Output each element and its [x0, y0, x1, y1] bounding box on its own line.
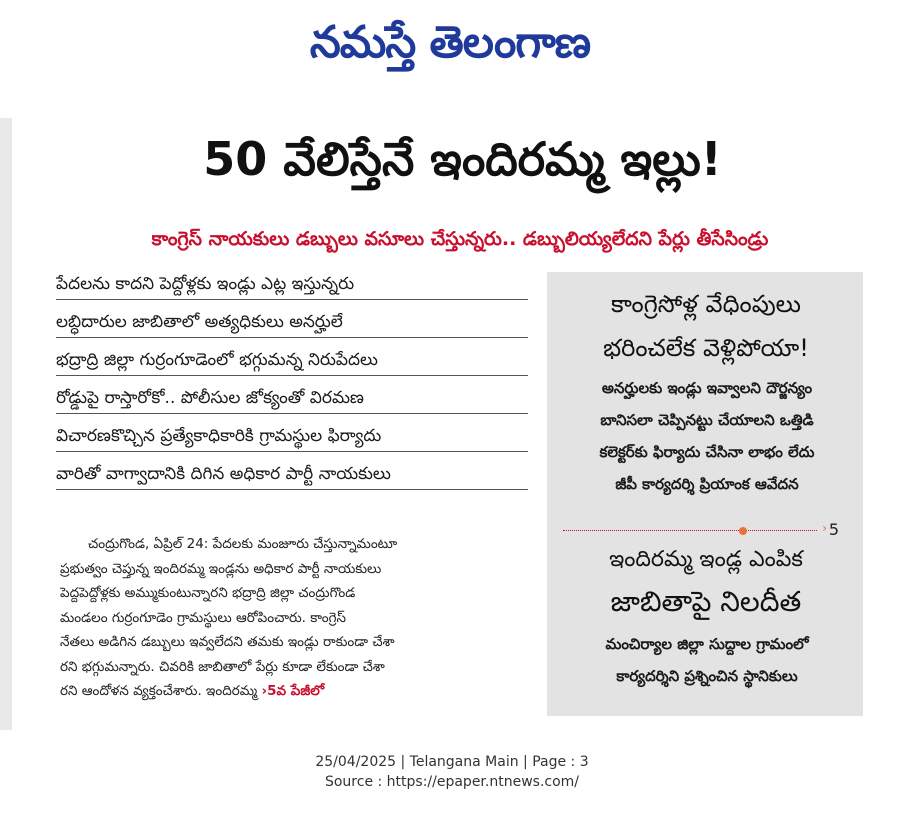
- box2-title-line1: ఇందిరమ్మ ఇండ్ల ఎంపిక: [609, 547, 803, 572]
- box1-lines: [559, 372, 855, 500]
- body-line: మండలం గుర్రంగూడెం గ్రామస్థులు ఆరోపించారు. కాంగ్రెస్: [60, 609, 346, 626]
- footer-source[interactable]: Source : https://epaper.ntnews.com/: [324, 774, 580, 790]
- chevron-right-icon: ›: [822, 521, 827, 535]
- continued-on-link[interactable]: 5వ పేజీలో: [267, 683, 325, 699]
- dotted-divider: [563, 530, 817, 531]
- body-line-last: [60, 679, 530, 704]
- highlights-list: [56, 270, 528, 498]
- box1-title: [561, 282, 851, 370]
- highlight-item: పేదలను కాదని పెద్దోళ్లకు ఇండ్లు ఎట్ల ఇస్తున్నరు: [56, 270, 528, 300]
- highlight-item: లబ్ధిదారుల జాబితాలో అత్యధికులు అనర్హులే: [56, 308, 528, 338]
- sidebar-news-box: [547, 272, 863, 716]
- continued-arrow-icon: ›: [261, 683, 268, 699]
- highlight-item: వారితో వాగ్వాదానికి దిగిన అధికార పార్టీ నాయకులు: [56, 460, 528, 490]
- body-line: నేతలు అడిగిన డబ్బులు ఇవ్వలేదని తమకు ఇండ్లు రాకుండా చేశా: [60, 634, 395, 650]
- box1-line: జీపీ కార్యదర్శి ప్రియాంక ఆవేదన: [615, 475, 799, 493]
- box1-line: బానిసలా చెప్పినట్టు చేయాలని ఒత్తిడి: [600, 411, 814, 429]
- box2-line: కార్యదర్శిని ప్రశ్నించిన స్థానికులు: [616, 667, 798, 685]
- footer-date-page: 25/04/2025 | Telangana Main | Page : 3: [315, 754, 589, 770]
- box2-lines: [559, 628, 855, 692]
- body-line: ప్రభుత్వం చెప్తున్న ఇందిరమ్మ ఇండ్లను అధికార పార్టీ నాయకులు: [60, 560, 382, 577]
- box-divider: [563, 520, 839, 539]
- box1-line: అనర్హులకు ఇండ్లు ఇవ్వాలని దౌర్జన్యం: [601, 379, 813, 397]
- box2-line: మంచిర్యాల జిల్లా సుద్దాల గ్రామంలో: [605, 635, 809, 653]
- box1-title-line: భరించలేక వెళ్లిపోయా!: [603, 334, 809, 362]
- box2-title: [561, 540, 851, 624]
- divider-dot-icon: [739, 527, 747, 535]
- body-line: పెద్దపెద్దోళ్లకు అమ్ముకుంటున్నారని భద్రాద్రి జిల్లా చంద్రుగొండ: [60, 585, 356, 601]
- highlight-item: భద్రాద్రి జిల్లా గుర్రంగూడెంలో భగ్గుమన్న నిరుపేదలు: [56, 346, 528, 376]
- box2-title-line2: జాబితాపై నిలదీత: [610, 585, 802, 618]
- article-body: [60, 532, 530, 704]
- body-line: రని ఆందోళన వ్యక్తంచేశారు. ఇందిరమ్మ: [60, 683, 258, 699]
- main-headline: 50 వేలిస్తేనే ఇందిరమ్మ ఇల్లు!: [203, 132, 722, 186]
- footer: [0, 752, 904, 792]
- highlight-item: విచారణకొచ్చిన ప్రత్యేకాధికారికి గ్రామస్థుల ఫిర్యాదు: [56, 422, 528, 452]
- box1-title-line: కాంగ్రెసోళ్ల వేధింపులు: [611, 290, 801, 318]
- newspaper-masthead: నమస్తే తెలంగాణ: [309, 17, 591, 68]
- body-line: చంద్రుగొండ, ఏప్రిల్ 24: పేదలకు మంజూరు చేస్తున్నామంటూ: [88, 536, 398, 552]
- left-column-rule: [0, 118, 12, 730]
- subheadline: కాంగ్రెస్ నాయకులు డబ్బులు వసూలు చేస్తున్నరు.. డబ్బులియ్యలేదని పేర్లు తీసేసిండ్రు: [151, 228, 769, 250]
- highlight-item: రోడ్డుపై రాస్తారోకో.. పోలీసుల జోక్యంతో విరమణ: [56, 384, 528, 414]
- box1-page-ref[interactable]: 5: [828, 520, 839, 539]
- box1-line: కలెక్టర్‌కు ఫిర్యాదు చేసినా లాభం లేదు: [599, 443, 815, 461]
- body-line: రని భగ్గుమన్నారు. చివరికి జాబితాలో పేర్లు కూడా లేకుండా చేశా: [60, 658, 385, 675]
